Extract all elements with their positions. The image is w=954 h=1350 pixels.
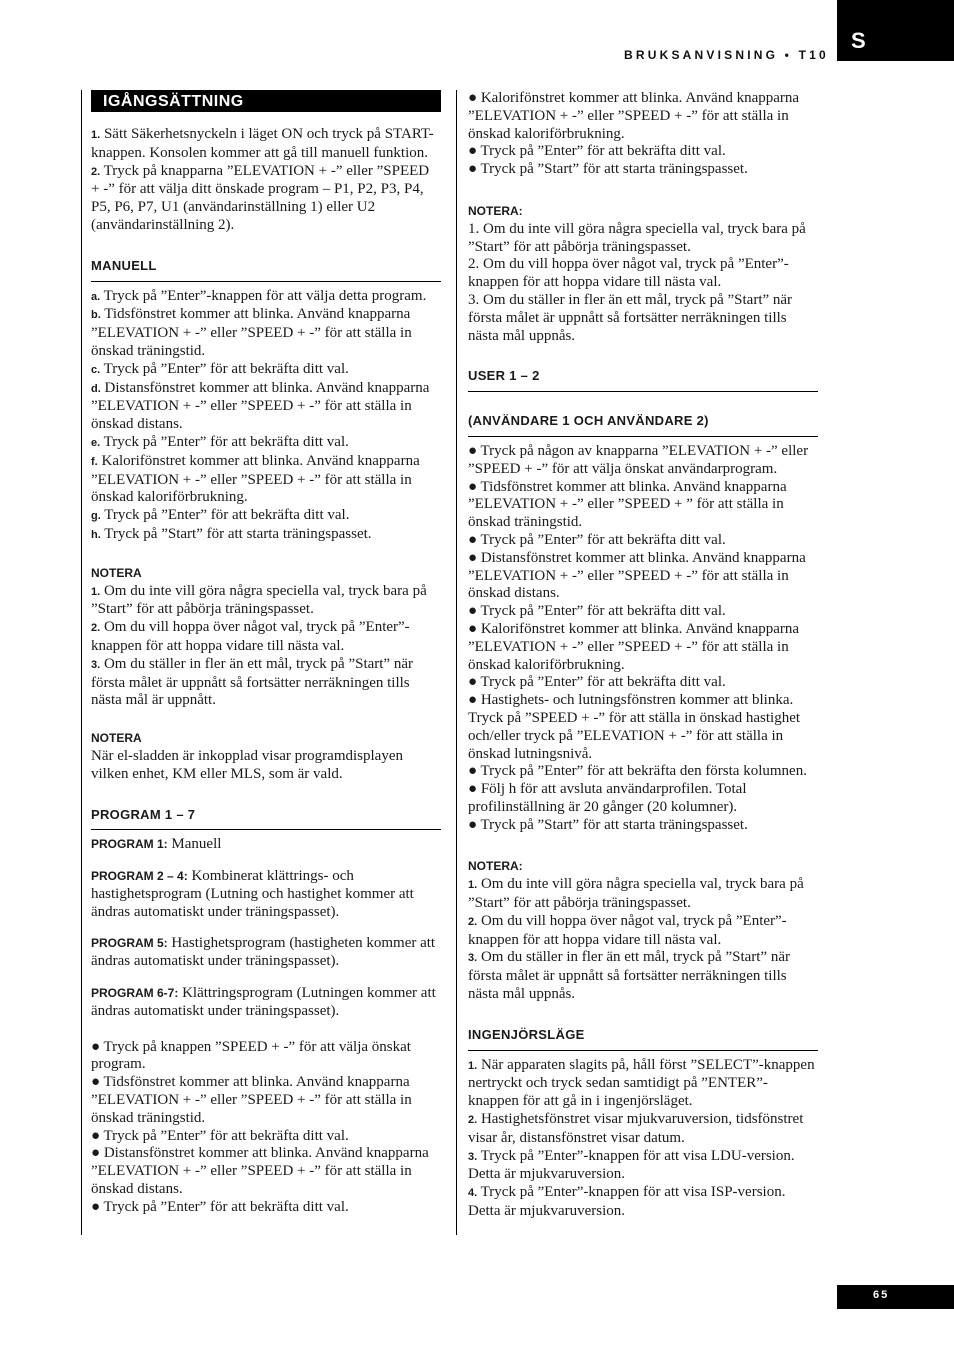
- note-heading: NOTERA:: [468, 203, 523, 218]
- list-item: ● Distansfönstret kommer att blinka. Använd knapparna ”ELEVATION + -” eller ”SPEED + -” för att ställa in önskad distans.: [468, 549, 806, 602]
- section-heading-user: USER 1 – 2: [468, 367, 818, 392]
- program-bullets: [91, 1039, 441, 1217]
- list-item: 3. Om du ställer in fler än ett mål, tryck på ”Start” när första målet är uppnått så fortsätter nerräkningen tills nästa mål uppnås.: [468, 949, 790, 1003]
- list-item: ● Tryck på ”Enter” för att bekräfta ditt val.: [468, 143, 726, 160]
- manuell-list: [91, 288, 441, 545]
- list-item: ● Tryck på någon av knapparna ”ELEVATION + -” eller ”SPEED + -” för att välja önskat användarprogram.: [468, 442, 809, 477]
- section-heading-program: PROGRAM 1 – 7: [91, 806, 441, 831]
- list-item: b. Tidsfönstret kommer att blinka. Använd knapparna ”ELEVATION + -” eller ”SPEED + -” för att ställa in önskad träningstid.: [91, 306, 412, 359]
- list-item: ● Distansfönstret kommer att blinka. Använd knapparna ”ELEVATION + -” eller ”SPEED + -” för att ställa in önskad distans.: [91, 1145, 429, 1198]
- list-item: 2. Hastighetsfönstret visar mjukvaruversion, tidsfönstret visar år, distansfönstret visar datum.: [468, 1111, 804, 1146]
- note-heading: NOTERA:: [468, 859, 523, 874]
- list-item: 1. Om du inte vill göra några speciella val, tryck bara på ”Start” för att påbörja träningspasset.: [468, 220, 806, 255]
- header-title: BRUKSANVISNING • T10: [624, 48, 829, 62]
- list-item: 2. Tryck på knapparna ”ELEVATION + -” eller ”SPEED + -” för att välja ditt önskade program – P1, P2, P3, P4, P5, P6, P7, U1 (användarinställning 1) eller U2 (användarinställning 2).: [91, 162, 430, 233]
- user-bullets: [468, 443, 818, 835]
- list-item: ● Tryck på ”Enter” för att bekräfta ditt val.: [468, 603, 726, 620]
- list-item: ● Tidsfönstret kommer att blinka. Använd knapparna ”ELEVATION + -” eller ”SPEED + ” för att ställa in önskad träningstid.: [468, 478, 787, 531]
- list-item: g. Tryck på ”Enter” för att bekräfta ditt val.: [91, 507, 350, 524]
- note-list: [468, 221, 818, 346]
- list-item: ● Följ h för att avsluta användarprofilen. Total profilinställning är 20 gånger (20 kolumner).: [468, 781, 747, 815]
- note-list: [468, 876, 818, 1004]
- note-heading: NOTERA: [91, 565, 142, 580]
- page-number: 65: [837, 1285, 954, 1309]
- list-item: 3. Om du ställer in fler än ett mål, tryck på ”Start” när första målet är uppnått så fortsätter nerräkningen tills nästa mål är uppnått.: [91, 655, 413, 709]
- list-item: 1. Om du inte vill göra några speciella val, tryck bara på ”Start” för att påbörja träningspasset.: [91, 582, 427, 618]
- list-item: 3. Om du ställer in fler än ett mål, tryck på ”Start” när första målet är uppnått så fortsätter nerräkningen tills nästa mål uppnås.: [468, 291, 793, 344]
- right-column: [456, 90, 818, 1235]
- list-item: ● Kalorifönstret kommer att blinka. Använd knapparna ”ELEVATION + -” eller ”SPEED + -” för att ställa in önskad kaloriförbrukning.: [468, 620, 800, 673]
- program-entry: PROGRAM 1: Manuell: [91, 836, 222, 853]
- note-text: När el-sladden är inkopplad visar programdisplayen vilken enhet, KM eller MLS, som är vald.: [91, 747, 403, 782]
- list-item: ● Tryck på ”Start” för att starta träningspasset.: [468, 161, 748, 178]
- program-entry: PROGRAM 2 – 4: Kombinerat klättrings- och hastighetsprogram (Lutning och hastighet kommer att ändras automatiskt under träningspasset).: [91, 868, 414, 920]
- list-item: ● Tryck på ”Enter” för att bekräfta ditt val.: [91, 1198, 349, 1215]
- list-item: 2. Om du vill hoppa över något val, tryck på ”Enter”-knappen för att hoppa vidare till nästa val.: [91, 619, 410, 654]
- list-item: ● Tryck på ”Enter” för att bekräfta ditt val.: [91, 1127, 349, 1144]
- section-heading-igangsattning: IGÅNGSÄTTNING: [91, 90, 441, 112]
- note-list: [91, 583, 441, 711]
- list-item: 1. Sätt Säkerhetsnyckeln i läget ON och tryck på START-knappen. Konsolen kommer att gå till manuell funktion.: [91, 126, 434, 161]
- section-subheading-user: (ANVÄNDARE 1 OCH ANVÄNDARE 2): [468, 412, 818, 437]
- left-column: [81, 90, 441, 1235]
- list-item: ● Kalorifönstret kommer att blinka. Använd knapparna ”ELEVATION + -” eller ”SPEED + -” för att ställa in önskad kaloriförbrukning.: [468, 90, 800, 142]
- program-entry: PROGRAM 6-7: Klättringsprogram (Lutningen kommer att ändras automatiskt under träningspasset).: [91, 985, 436, 1019]
- list-item: 2. Om du vill hoppa över något val, tryck på ”Enter”-knappen för att hoppa vidare till nästa val.: [468, 912, 787, 948]
- language-label: S: [851, 28, 866, 53]
- list-item: 1. När apparaten slagits på, håll först ”SELECT”-knappen nertryckt och tryck sedan samtidigt på ”ENTER”-knappen för att gå in i ingenjörsläget.: [468, 1056, 815, 1110]
- language-tab: [837, 0, 954, 61]
- list-item: ● Tryck på ”Enter” för att bekräfta ditt val.: [468, 674, 726, 691]
- section-heading-ingenjor: INGENJÖRSLÄGE: [468, 1026, 818, 1051]
- list-item: 1. Om du inte vill göra några speciella val, tryck bara på ”Start” för att påbörja träningspasset.: [468, 876, 804, 912]
- list-item: ● Tryck på ”Start” för att starta träningspasset.: [468, 816, 748, 833]
- list-item: 2. Om du vill hoppa över något val, tryck på ”Enter”-knappen för att hoppa vidare till nästa val.: [468, 256, 789, 291]
- list-item: c. Tryck på ”Enter” för att bekräfta ditt val.: [91, 360, 349, 377]
- list-item: 3. Tryck på ”Enter”-knappen för att visa LDU-version. Detta är mjukvaruversion.: [468, 1147, 795, 1183]
- list-item: ● Tryck på ”Enter” för att bekräfta den första kolumnen.: [468, 763, 807, 780]
- list-item: ● Tidsfönstret kommer att blinka. Använd knapparna ”ELEVATION + -” eller ”SPEED + -” för att ställa in önskad träningstid.: [91, 1074, 412, 1126]
- list-item: ● Hastighets- och lutningsfönstren kommer att blinka. Tryck på ”SPEED + -” för att ställa in önskad hastighet och/eller tryck på ”ELEVATION + -” för att ställa in önskad lutningsnivå.: [468, 692, 801, 762]
- intro-list: [91, 126, 441, 235]
- list-item: e. Tryck på ”Enter” för att bekräfta ditt val.: [91, 433, 349, 450]
- ingenjor-list: [468, 1057, 818, 1221]
- continued-bullets: [468, 90, 818, 179]
- list-item: f. Kalorifönstret kommer att blinka. Använd knapparna ”ELEVATION + -” eller ”SPEED + -” för att ställa in önskad kaloriförbrukning.: [91, 452, 420, 506]
- note-heading: NOTERA: [91, 731, 142, 746]
- list-item: 4. Tryck på ”Enter”-knappen för att visa ISP-version. Detta är mjukvaruversion.: [468, 1184, 786, 1220]
- program-entry: PROGRAM 5: Hastighetsprogram (hastigheten kommer att ändras automatiskt under träningspasset).: [91, 935, 436, 970]
- list-item: d. Distansfönstret kommer att blinka. Använd knapparna ”ELEVATION + -” eller ”SPEED + -” för att ställa in önskad distans.: [91, 379, 430, 433]
- list-item: a. Tryck på ”Enter”-knappen för att välja detta program.: [91, 287, 427, 304]
- list-item: h. Tryck på ”Start” för att starta träningspasset.: [91, 525, 372, 542]
- list-item: ● Tryck på knappen ”SPEED + -” för att välja önskat program.: [91, 1038, 411, 1073]
- section-heading-manuell: MANUELL: [91, 257, 441, 282]
- list-item: ● Tryck på ”Enter” för att bekräfta ditt val.: [468, 531, 726, 548]
